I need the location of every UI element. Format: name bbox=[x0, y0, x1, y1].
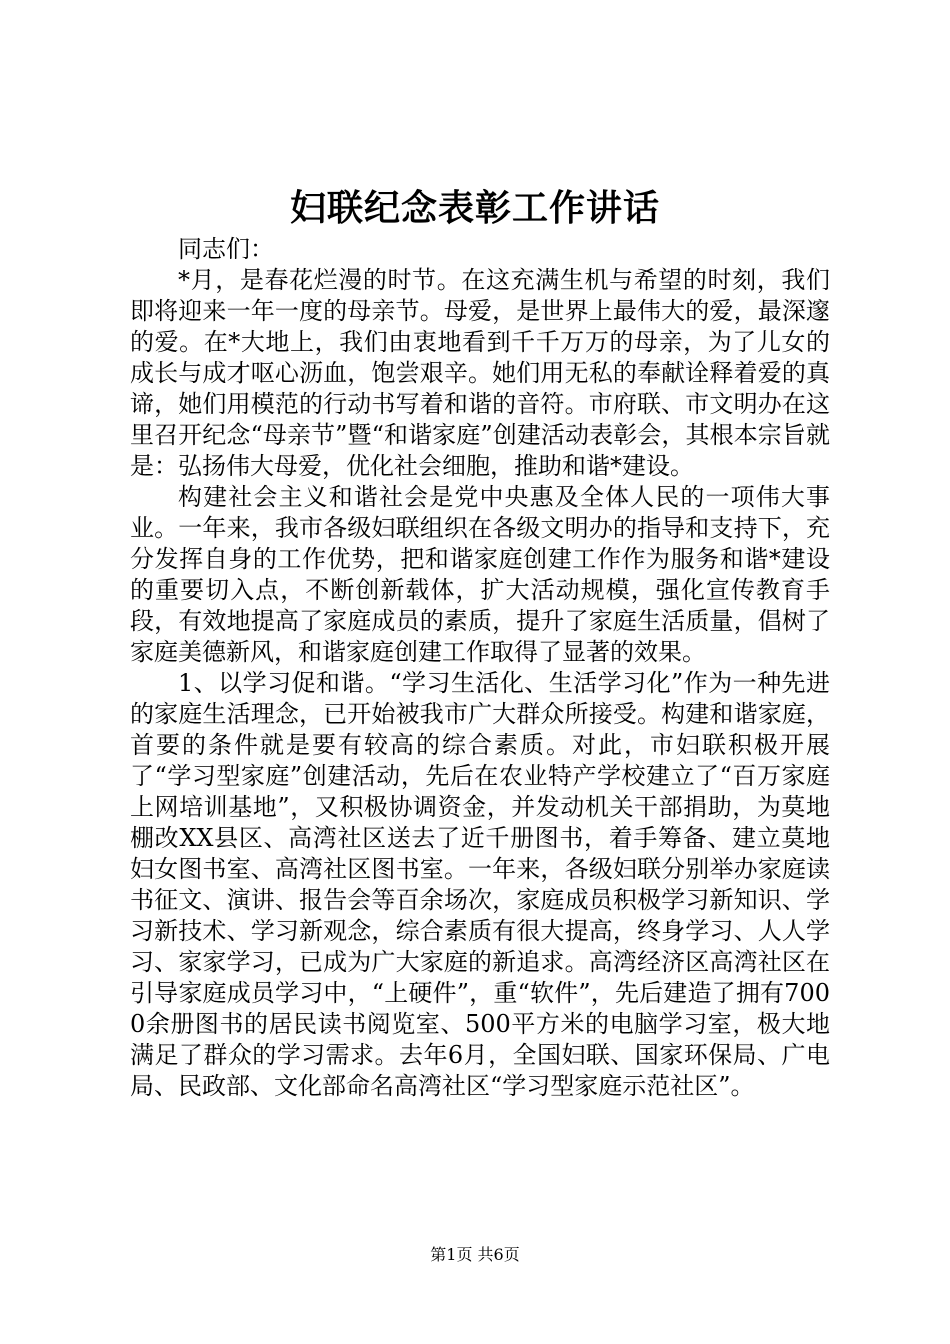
paragraph-3: 1、以学习促和谐。“学习生活化、生活学习化”作为一种先进的家庭生活理念，已开始被我市广大群众所接受。构建和谐家庭，首要的条件就是要有较高的综合素质。对此，市妇联积极开展了“学习型家庭”创建活动，先后在农业特产学校建立了“百万家庭上网培训基地”，又积极协调资金，并发动机关干部捐助，为莫地棚改XX县区、高湾社区送去了近千册图书，着手筹备、建立莫地妇女图书室、高湾社区图书室。一年来，各级妇联分别举办家庭读书征文、演讲、报告会等百余场次，家庭成员积极学习新知识、学习新技术、学习新观念，综合素质有很大提高，终身学习、人人学习、家家学习，已成为广大家庭的新追求。高湾经济区高湾社区在引导家庭成员学习中，“上硬件”，重“软件”，先后建造了拥有7000余册图书的居民读书阅览室、500平方米的电脑学习室，极大地满足了群众的学习需求。去年6月，全国妇联、国家环保局、广电局、民政部、文化部命名高湾社区“学习型家庭示范社区”。 bbox=[130, 669, 830, 1100]
paragraph-1: *月，是春花烂漫的时节。在这充满生机与希望的时刻，我们即将迎来一年一度的母亲节。母爱，是世界上最伟大的爱，最深邃的爱。在*大地上，我们由衷地看到千千万万的母亲，为了儿女的成长与成才呕心沥血，饱尝艰辛。她们用无私的奉献诠释着爱的真谛，她们用模范的行动书写着和谐的音符。市府联、市文明办在这里召开纪念“母亲节”暨“和谐家庭”创建活动表彰会，其根本宗旨就是：弘扬伟大母爱，优化社会细胞，推助和谐*建设。 bbox=[130, 266, 830, 480]
document-body bbox=[130, 234, 830, 1102]
paragraph-2: 构建社会主义和谐社会是党中央惠及全体人民的一项伟大事业。一年来，我市各级妇联组织在各级文明办的指导和支持下，充分发挥自身的工作优势，把和谐家庭创建工作作为服务和谐*建设的重要切入点，不断创新载体，扩大活动规模，强化宣传教育手段，有效地提高了家庭成员的素质，提升了家庭生活质量，倡树了家庭美德新风，和谐家庭创建工作取得了显著的效果。 bbox=[130, 483, 830, 666]
document-title: 妇联纪念表彰工作讲话 bbox=[289, 187, 660, 229]
salutation: 同志们： bbox=[178, 235, 274, 263]
page-number-footer: 第1页 共6页 bbox=[430, 1245, 520, 1264]
